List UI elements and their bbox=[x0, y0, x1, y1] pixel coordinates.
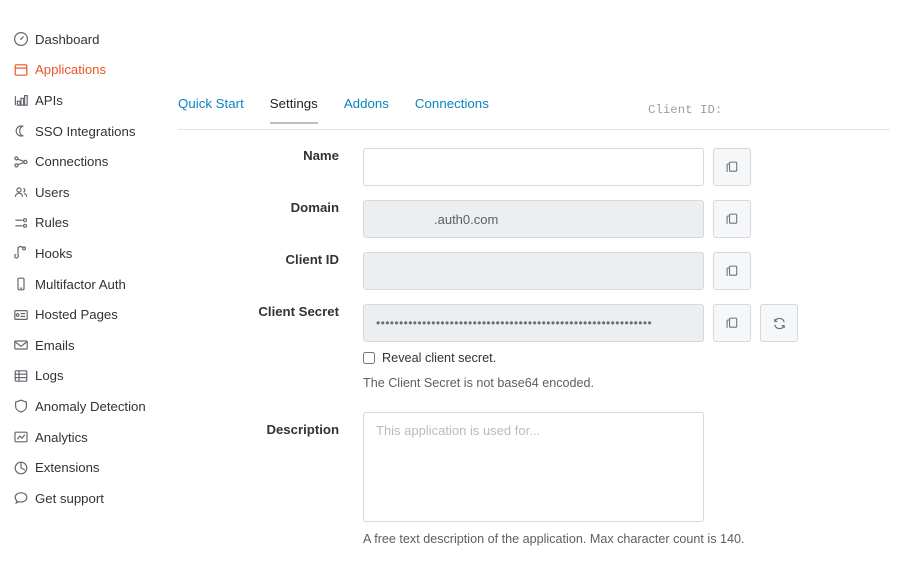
sidebar-item-rules[interactable] bbox=[0, 208, 178, 239]
copy-domain-button[interactable] bbox=[713, 200, 751, 238]
copy-icon bbox=[725, 264, 739, 278]
name-label: Name bbox=[303, 148, 339, 163]
logs-icon bbox=[13, 368, 33, 384]
tabbar bbox=[178, 96, 890, 130]
description-label: Description bbox=[266, 422, 339, 437]
sidebar-item-anomaly-detection[interactable] bbox=[0, 391, 178, 422]
sidebar-item-label: Dashboard bbox=[35, 31, 100, 47]
description-field-wrap bbox=[363, 412, 890, 522]
form-row-name bbox=[178, 148, 890, 186]
description-helper-row bbox=[178, 532, 890, 546]
sidebar-item-label: Emails bbox=[35, 337, 75, 353]
reveal-secret-row bbox=[178, 351, 890, 365]
form-row-domain bbox=[178, 200, 890, 238]
sidebar-item-dashboard[interactable] bbox=[0, 24, 178, 55]
sidebar-item-label: Analytics bbox=[35, 429, 88, 445]
rotate-icon bbox=[772, 316, 787, 331]
copy-icon bbox=[725, 212, 739, 226]
copy-client-secret-button[interactable] bbox=[713, 304, 751, 342]
hooks-icon bbox=[13, 245, 33, 261]
copy-name-button[interactable] bbox=[713, 148, 751, 186]
sidebar-item-label: Hooks bbox=[35, 245, 73, 261]
form-row-description bbox=[178, 412, 890, 522]
client-id-note: Client ID: bbox=[648, 103, 723, 117]
rotate-client-secret-button[interactable] bbox=[760, 304, 798, 342]
domain-field-wrap bbox=[363, 200, 890, 238]
sidebar-item-sso-integrations[interactable] bbox=[0, 116, 178, 147]
tab-connections[interactable]: Connections bbox=[414, 96, 489, 111]
sidebar-item-apis[interactable] bbox=[0, 85, 178, 116]
connections-icon bbox=[13, 154, 33, 170]
sidebar-item-label: Multifactor Auth bbox=[35, 276, 126, 292]
sidebar-item-analytics[interactable] bbox=[0, 422, 178, 453]
analytics-icon bbox=[13, 429, 33, 445]
chat-icon bbox=[13, 490, 33, 506]
sidebar-item-label: SSO Integrations bbox=[35, 123, 136, 139]
client-id-input[interactable] bbox=[363, 252, 704, 290]
sso-icon bbox=[13, 123, 33, 139]
sidebar-item-label: Logs bbox=[35, 368, 64, 384]
reveal-client-secret-checkbox-label[interactable] bbox=[363, 351, 890, 365]
name-field-wrap bbox=[363, 148, 890, 186]
sidebar-item-multifactor-auth[interactable] bbox=[0, 269, 178, 300]
sidebar-item-emails[interactable] bbox=[0, 330, 178, 361]
client-secret-label: Client Secret bbox=[258, 304, 339, 319]
sidebar-item-label: Anomaly Detection bbox=[35, 398, 146, 414]
mfa-icon bbox=[13, 276, 33, 292]
extensions-icon bbox=[13, 460, 33, 476]
tab-quick-start[interactable]: Quick Start bbox=[178, 96, 244, 111]
tab-settings[interactable]: Settings bbox=[270, 96, 318, 124]
tab-list bbox=[178, 96, 890, 130]
description-helper: A free text description of the application. Max character count is 140. bbox=[363, 532, 745, 546]
sidebar bbox=[0, 0, 178, 575]
sidebar-item-get-support[interactable] bbox=[0, 483, 178, 514]
hosted-pages-icon bbox=[13, 307, 33, 323]
form-row-client-id bbox=[178, 252, 890, 290]
copy-icon bbox=[725, 160, 739, 174]
sidebar-item-extensions[interactable] bbox=[0, 452, 178, 483]
sidebar-item-label: Applications bbox=[35, 62, 107, 78]
sidebar-item-label: Hosted Pages bbox=[35, 307, 118, 323]
sidebar-item-applications[interactable] bbox=[0, 55, 178, 86]
sidebar-item-hooks[interactable] bbox=[0, 238, 178, 269]
tab-addons[interactable]: Addons bbox=[343, 96, 389, 111]
sidebar-item-label: Get support bbox=[35, 490, 104, 506]
envelope-icon bbox=[13, 337, 33, 353]
sidebar-item-logs[interactable] bbox=[0, 361, 178, 392]
rules-icon bbox=[13, 215, 33, 231]
copy-icon bbox=[725, 316, 739, 330]
gauge-icon bbox=[13, 31, 33, 47]
applications-icon bbox=[13, 62, 33, 78]
client-secret-helper: The Client Secret is not base64 encoded. bbox=[363, 376, 595, 390]
name-input[interactable] bbox=[363, 148, 704, 186]
sidebar-item-label: Connections bbox=[35, 154, 109, 170]
client-secret-input[interactable] bbox=[363, 304, 704, 342]
shield-icon bbox=[13, 398, 33, 414]
reveal-client-secret-checkbox[interactable] bbox=[363, 352, 375, 364]
apis-icon bbox=[13, 92, 33, 108]
sidebar-item-label: Extensions bbox=[35, 460, 100, 476]
domain-input[interactable] bbox=[363, 200, 704, 238]
client-secret-field-wrap bbox=[363, 304, 890, 342]
domain-label: Domain bbox=[290, 200, 339, 215]
form-row-client-secret bbox=[178, 304, 890, 342]
application-settings-form bbox=[178, 148, 890, 546]
sidebar-item-connections[interactable] bbox=[0, 146, 178, 177]
client-secret-helper-row bbox=[178, 376, 890, 390]
description-textarea[interactable] bbox=[363, 412, 704, 522]
main-content bbox=[178, 0, 900, 575]
sidebar-item-label: Rules bbox=[35, 215, 69, 231]
users-icon bbox=[13, 184, 33, 200]
reveal-client-secret-text: Reveal client secret. bbox=[382, 351, 497, 365]
copy-client-id-button[interactable] bbox=[713, 252, 751, 290]
sidebar-item-hosted-pages[interactable] bbox=[0, 299, 178, 330]
sidebar-item-label: APIs bbox=[35, 92, 63, 108]
client-id-label: Client ID bbox=[285, 252, 339, 267]
client-id-field-wrap bbox=[363, 252, 890, 290]
sidebar-item-label: Users bbox=[35, 184, 70, 200]
sidebar-item-users[interactable] bbox=[0, 177, 178, 208]
